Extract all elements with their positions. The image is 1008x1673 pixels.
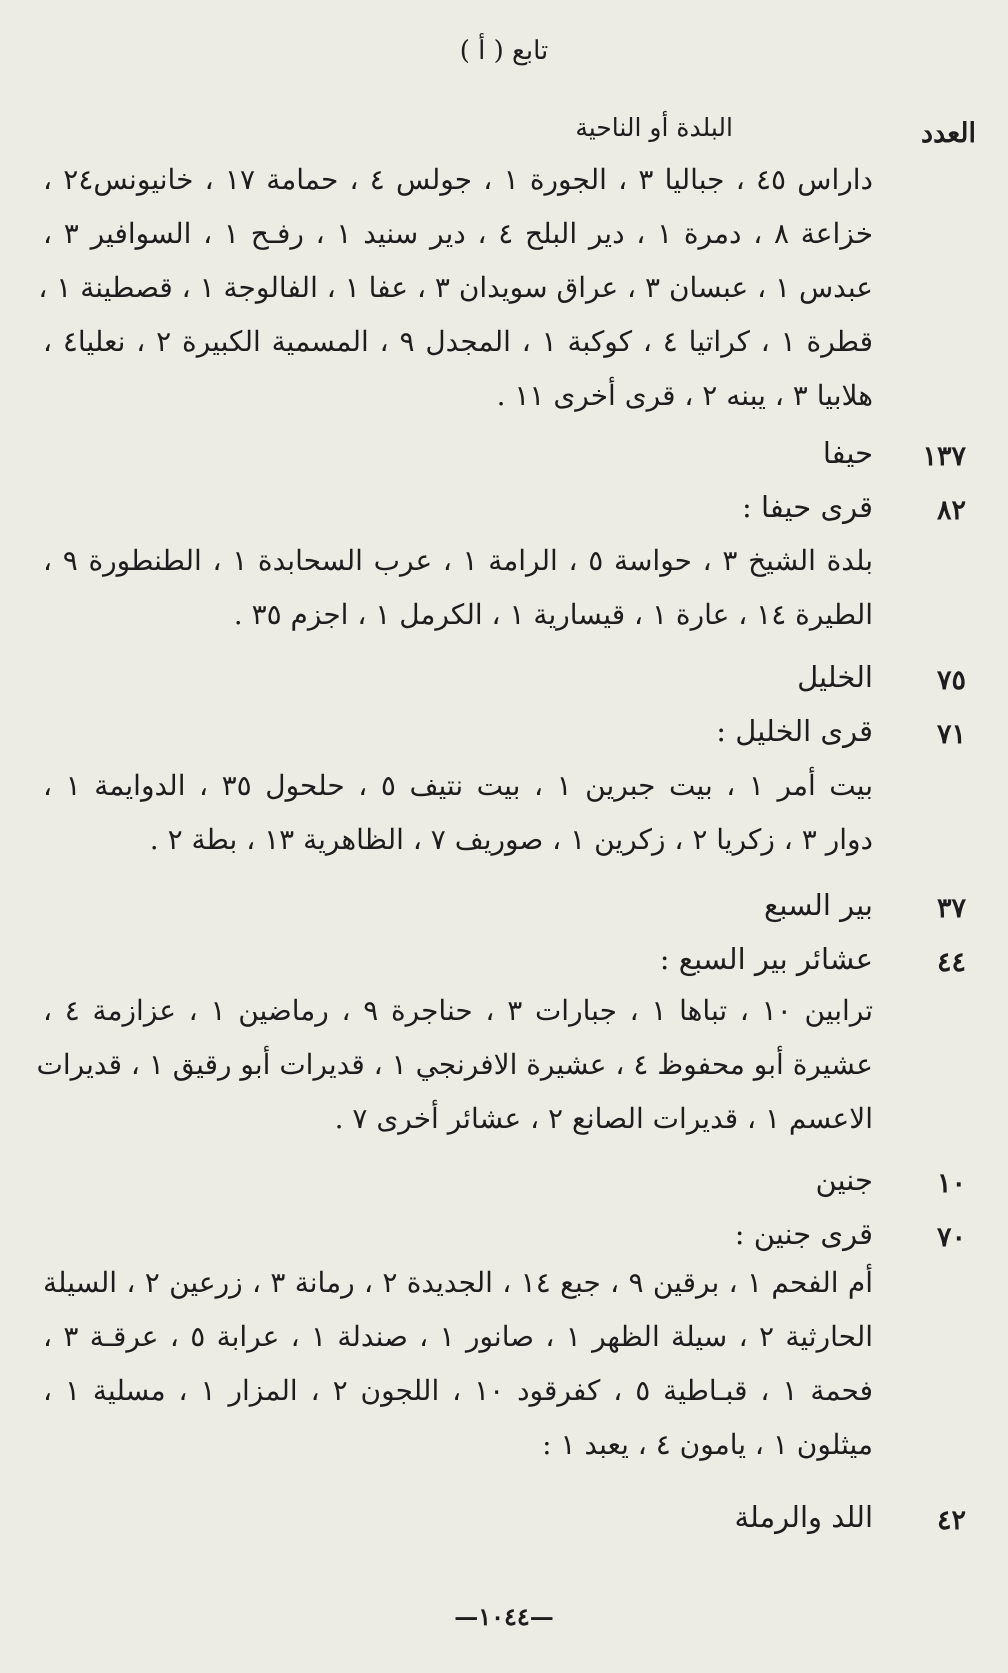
- text-line: الحارثية ٢ ، سيلة الظهر ١ ، صانور ١ ، صندلة ١ ، عرابة ٥ ، عرقـة ٣ ،: [43, 1320, 874, 1353]
- count-hebron-villages: ٧١: [936, 719, 966, 750]
- text-line: بلدة الشيخ ٣ ، حواسة ٥ ، الرامة ١ ، عرب السحابدة ١ ، الطنطورة ٩ ،: [43, 544, 873, 577]
- text-line: بيت أمر ١ ، بيت جبرين ١ ، بيت نتيف ٥ ، حلحول ٣٥ ، الدوايمة ١ ،: [43, 769, 874, 802]
- text-line: خزاعة ٨ ، دمرة ١ ، دير البلح ٤ ، دير سنيد ١ ، رفـح ١ ، السوافير ٣ ،: [43, 217, 874, 250]
- place-beersheba: بير السبع: [764, 888, 873, 922]
- text-line: الطيرة ١٤ ، عارة ١ ، قيسارية ١ ، الكرمل ١ ، اجزم ٣٥ .: [233, 598, 873, 631]
- column-header-place: البلدة أو الناحية: [575, 113, 733, 142]
- text-line: دوار ٣ ، زكريا ٢ ، زكرين ١ ، صوريف ٧ ، الظاهرية ١٣ ، بطة ٢ .: [149, 823, 873, 856]
- count-beersheba: ٣٧: [936, 893, 966, 924]
- page-number: —١٠٤٤—: [454, 1602, 554, 1631]
- place-hebron-villages: قرى الخليل :: [716, 714, 873, 748]
- count-jenin-villages: ٧٠: [936, 1222, 966, 1253]
- continuation-title: تابع ( أ ): [459, 36, 549, 66]
- text-line: داراس ٤٥ ، جباليا ٣ ، الجورة ١ ، جولس ٤ ، حمامة ١٧ ، خانيونس٢٤ ،: [43, 163, 874, 196]
- text-line: قطرة ١ ، كراتيا ٤ ، كوكبة ١ ، المجدل ٩ ، المسمية الكبيرة ٢ ، نعليا٤ ،: [43, 325, 873, 358]
- place-lydda-ramla: اللد والرملة: [734, 1500, 873, 1534]
- place-jenin: جنين: [815, 1163, 873, 1197]
- text-line: فحمة ١ ، قبـاطية ٥ ، كفرقود ١٠ ، اللجون ٢ ، المزار ١ ، مسلية ١ ،: [43, 1374, 873, 1407]
- count-jenin: ١٠: [936, 1168, 966, 1199]
- text-line: ترابين ١٠ ، تباها ١ ، جبارات ٣ ، حناجرة ٩ ، رماضين ١ ، عزازمة ٤ ،: [43, 994, 874, 1027]
- column-header-count: العدد: [921, 118, 976, 149]
- place-jenin-villages: قرى جنين :: [734, 1217, 873, 1251]
- place-haifa: حيفا: [822, 436, 873, 470]
- text-line: عبدس ١ ، عبسان ٣ ، عراق سويدان ٣ ، عفا ١ ، الفالوجة ١ ، قصطينة ١ ،: [38, 271, 873, 304]
- place-beersheba-tribes: عشائر بير السبع :: [659, 942, 873, 976]
- count-haifa: ١٣٧: [922, 441, 966, 472]
- text-line: الاعسم ١ ، قديرات الصانع ٢ ، عشائر أخرى ٧ .: [334, 1102, 873, 1135]
- text-line: عشيرة أبو محفوظ ٤ ، عشيرة الافرنجي ١ ، قديرات أبو رقيق ١ ، قديرات: [36, 1048, 873, 1081]
- count-haifa-villages: ٨٢: [936, 495, 966, 526]
- count-beersheba-tribes: ٤٤: [936, 947, 966, 978]
- text-line: هلابيا ٣ ، يبنه ٢ ، قرى أخرى ١١ .: [496, 379, 873, 412]
- count-hebron: ٧٥: [936, 665, 966, 696]
- text-line: ميثلون ١ ، يامون ٤ ، يعبد ١ :: [542, 1428, 873, 1461]
- text-line: أم الفحم ١ ، برقين ٩ ، جبع ١٤ ، الجديدة ٢ ، رمانة ٣ ، زرعين ٢ ، السيلة: [43, 1266, 873, 1299]
- place-hebron: الخليل: [797, 660, 873, 694]
- count-lydda-ramla: ٤٢: [936, 1505, 966, 1536]
- place-haifa-villages: قرى حيفا :: [742, 490, 873, 524]
